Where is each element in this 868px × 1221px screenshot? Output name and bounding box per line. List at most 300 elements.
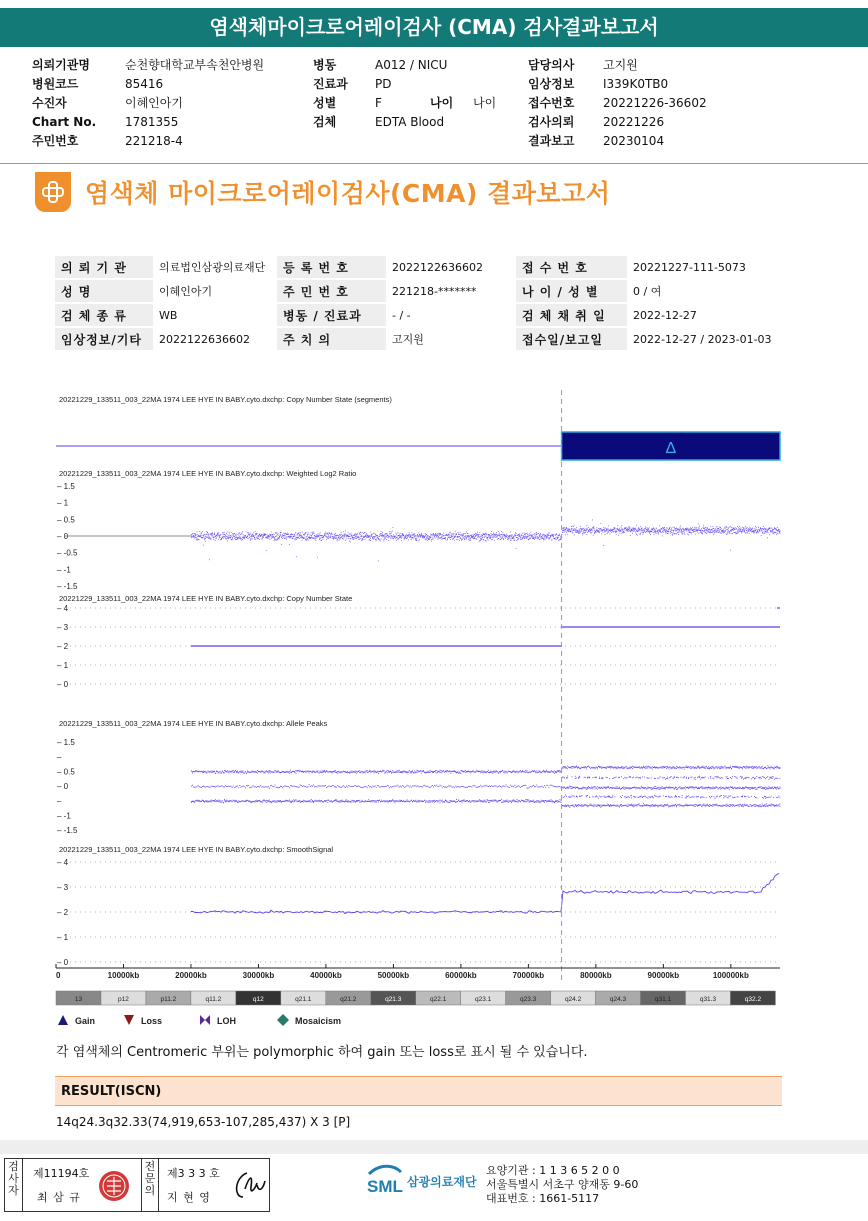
log2-point xyxy=(242,539,243,540)
log2-point xyxy=(740,529,741,530)
allele-point xyxy=(654,786,655,787)
allele-point xyxy=(447,770,448,771)
log2-point xyxy=(395,533,396,534)
log2-point xyxy=(557,537,558,538)
allele-point xyxy=(344,771,345,772)
log2-point xyxy=(673,532,674,533)
log2-point xyxy=(460,538,461,539)
allele-point xyxy=(620,796,621,797)
log2-point xyxy=(485,536,486,537)
allele-point xyxy=(404,787,405,788)
log2-point xyxy=(718,528,719,529)
log2-point xyxy=(295,540,296,541)
log2-point xyxy=(569,529,570,530)
allele-point xyxy=(320,801,321,802)
allele-point xyxy=(196,800,197,801)
allele-point xyxy=(612,805,613,806)
log2-point xyxy=(738,527,739,528)
log2-point xyxy=(230,535,231,536)
log2-point xyxy=(289,537,290,538)
log2-point xyxy=(606,529,607,530)
allele-point xyxy=(207,802,208,803)
allele-point xyxy=(484,785,485,786)
allele-point xyxy=(221,786,222,787)
allele-point xyxy=(602,788,603,789)
allele-point xyxy=(399,770,400,771)
log2-point xyxy=(516,537,517,538)
allele-point xyxy=(480,801,481,802)
log2-point xyxy=(306,540,307,541)
log2-point xyxy=(577,531,578,532)
allele-point xyxy=(319,772,320,773)
log2-point xyxy=(509,535,510,536)
log2-point xyxy=(676,534,677,535)
log2-point xyxy=(565,535,566,536)
allele-point xyxy=(282,771,283,772)
allele-point xyxy=(513,770,514,771)
allele-point xyxy=(563,797,564,798)
allele-point xyxy=(638,777,639,778)
log2-point xyxy=(653,527,654,528)
log2-point xyxy=(256,537,257,538)
log2-point xyxy=(710,530,711,531)
allele-point xyxy=(237,785,238,786)
allele-point xyxy=(639,767,640,768)
allele-point xyxy=(617,788,618,789)
log2-point xyxy=(202,537,203,538)
allele-point xyxy=(405,771,406,772)
log2-point xyxy=(393,536,394,537)
allele-point xyxy=(524,785,525,786)
log2-point xyxy=(584,533,585,534)
allele-point xyxy=(511,801,512,802)
log2-point xyxy=(430,534,431,535)
log2-points xyxy=(191,520,781,562)
log2-point xyxy=(551,534,552,535)
log2-point xyxy=(577,531,578,532)
allele-point xyxy=(327,802,328,803)
log2-point xyxy=(221,539,222,540)
log2-point xyxy=(410,536,411,537)
allele-point xyxy=(193,801,194,802)
log2-point xyxy=(542,538,543,539)
allele-point xyxy=(283,801,284,802)
allele-point xyxy=(493,800,494,801)
allele-point xyxy=(210,771,211,772)
allele-point xyxy=(206,773,207,774)
log2-point xyxy=(213,536,214,537)
log2-point xyxy=(384,539,385,540)
log2-point xyxy=(392,536,393,537)
log2-point xyxy=(463,535,464,536)
log2-point xyxy=(703,528,704,529)
log2-point xyxy=(418,536,419,537)
allele-point xyxy=(430,800,431,801)
log2-point xyxy=(511,540,512,541)
log2-point xyxy=(558,535,559,536)
allele-point xyxy=(243,772,244,773)
log2-point xyxy=(248,538,249,539)
allele-point xyxy=(391,800,392,801)
allele-point xyxy=(617,805,618,806)
allele-point xyxy=(486,801,487,802)
log2-point xyxy=(726,534,727,535)
log2-point xyxy=(612,531,613,532)
log2-point xyxy=(682,532,683,533)
log2-point xyxy=(219,537,220,538)
log2-point xyxy=(229,532,230,533)
allele-point xyxy=(393,772,394,773)
log2-point xyxy=(318,535,319,536)
log2-point xyxy=(687,531,688,532)
allele-point xyxy=(264,787,265,788)
log2-point xyxy=(246,537,247,538)
log2-point xyxy=(626,530,627,531)
allele-point xyxy=(445,771,446,772)
allele-point xyxy=(290,770,291,771)
cell-label: 등 록 번 호 xyxy=(277,256,386,278)
log2-point xyxy=(724,530,725,531)
log2-point xyxy=(585,530,586,531)
log2-point xyxy=(653,532,654,533)
log2-point xyxy=(502,538,503,539)
allele-point xyxy=(407,771,408,772)
log2-point xyxy=(221,538,222,539)
table-row xyxy=(55,256,778,278)
log2-point xyxy=(485,533,486,534)
allele-point xyxy=(342,772,343,773)
allele-point xyxy=(430,802,431,803)
log2-point xyxy=(705,532,706,533)
log2-point xyxy=(276,532,277,533)
log2-point xyxy=(586,534,587,535)
log2-point xyxy=(537,538,538,539)
allele-point xyxy=(583,788,584,789)
log2-point xyxy=(579,531,580,532)
allele-point xyxy=(473,785,474,786)
log2-point xyxy=(633,528,634,529)
log2-point xyxy=(528,539,529,540)
allele-point xyxy=(502,771,503,772)
allele-point xyxy=(610,766,611,767)
log2-point xyxy=(559,539,560,540)
log2-point xyxy=(740,528,741,529)
log2-point xyxy=(424,537,425,538)
allele-point xyxy=(323,771,324,772)
allele-point xyxy=(600,788,601,789)
allele-point xyxy=(587,766,588,767)
log2-point xyxy=(443,533,444,534)
allele-point xyxy=(641,766,642,767)
y-tick-label: – -0.5 xyxy=(57,548,78,558)
allele-point xyxy=(642,805,643,806)
allele-point xyxy=(499,800,500,801)
log2-point xyxy=(435,538,436,539)
allele-point xyxy=(213,786,214,787)
log2-point xyxy=(523,536,524,537)
log2-point xyxy=(328,536,329,537)
allele-point xyxy=(643,796,644,797)
hdr-key: 나이 xyxy=(430,96,454,110)
log2-point xyxy=(299,532,300,533)
allele-point xyxy=(566,796,567,797)
log2-point xyxy=(470,535,471,536)
hdr-val: F xyxy=(375,96,382,110)
report-title-bar xyxy=(35,172,610,212)
allele-point xyxy=(198,785,199,786)
log2-point xyxy=(598,528,599,529)
allele-point xyxy=(638,804,639,805)
log2-point xyxy=(383,535,384,536)
allele-point xyxy=(437,772,438,773)
allele-point xyxy=(523,800,524,801)
allele-point xyxy=(537,772,538,773)
log2-point xyxy=(388,535,389,536)
log2-point xyxy=(237,538,238,539)
log2-point xyxy=(582,529,583,530)
allele-point xyxy=(403,800,404,801)
allele-point xyxy=(608,796,609,797)
allele-point xyxy=(608,805,609,806)
log2-point xyxy=(458,539,459,540)
allele-point xyxy=(403,786,404,787)
log2-point xyxy=(510,535,511,536)
allele-point xyxy=(271,801,272,802)
y-tick-label: – 0 xyxy=(57,782,69,791)
log2-point xyxy=(255,535,256,536)
allele-point xyxy=(282,787,283,788)
log2-point xyxy=(638,527,639,528)
allele-point xyxy=(323,785,324,786)
log2-point xyxy=(698,527,699,528)
log2-point xyxy=(503,539,504,540)
allele-point xyxy=(548,787,549,788)
log2-point xyxy=(483,539,484,540)
log2-point xyxy=(734,532,735,533)
log2-point xyxy=(353,535,354,536)
log2-point xyxy=(250,539,251,540)
allele-point xyxy=(578,777,579,778)
allele-point xyxy=(607,804,608,805)
log2-point xyxy=(521,537,522,538)
allele-point xyxy=(269,801,270,802)
log2-point xyxy=(437,535,438,536)
allele-point xyxy=(387,770,388,771)
log2-point xyxy=(471,537,472,538)
log2-point xyxy=(256,534,257,535)
log2-point xyxy=(558,540,559,541)
allele-point xyxy=(270,802,271,803)
log2-point xyxy=(586,530,587,531)
log2-point xyxy=(208,535,209,536)
allele-point xyxy=(322,772,323,773)
log2-point xyxy=(323,537,324,538)
log2-point xyxy=(199,539,200,540)
allele-point xyxy=(454,800,455,801)
allele-point xyxy=(250,787,251,788)
log2-point xyxy=(383,539,384,540)
log2-point xyxy=(401,536,402,537)
log2-point xyxy=(439,534,440,535)
allele-point xyxy=(363,772,364,773)
allele-point xyxy=(324,785,325,786)
log2-point xyxy=(355,538,356,539)
log2-point xyxy=(680,528,681,529)
log2-point xyxy=(250,538,251,539)
allele-point xyxy=(227,786,228,787)
log2-point xyxy=(729,531,730,532)
log2-point xyxy=(302,532,303,533)
allele-point xyxy=(616,767,617,768)
allele-point xyxy=(432,785,433,786)
allele-point xyxy=(239,771,240,772)
allele-point xyxy=(367,801,368,802)
log2-point xyxy=(688,530,689,531)
log2-point xyxy=(736,533,737,534)
log2-point xyxy=(402,533,403,534)
log2-point xyxy=(737,526,738,527)
allele-point xyxy=(326,770,327,771)
log2-point xyxy=(197,531,198,532)
allele-point xyxy=(295,770,296,771)
log2-point xyxy=(242,537,243,538)
allele-point xyxy=(215,773,216,774)
allele-point xyxy=(488,802,489,803)
log2-point xyxy=(268,536,269,537)
log2-point xyxy=(509,535,510,536)
allele-point xyxy=(569,807,570,808)
log2-point xyxy=(560,539,561,540)
log2-point xyxy=(627,528,628,529)
log2-point xyxy=(438,537,439,538)
allele-point xyxy=(418,771,419,772)
log2-point xyxy=(227,536,228,537)
allele-point xyxy=(545,772,546,773)
allele-point xyxy=(367,787,368,788)
allele-point xyxy=(411,800,412,801)
allele-point xyxy=(552,801,553,802)
allele-point xyxy=(523,771,524,772)
log2-point xyxy=(590,530,591,531)
log2-point xyxy=(423,536,424,537)
log2-point xyxy=(267,538,268,539)
log2-point xyxy=(271,536,272,537)
log2-point xyxy=(232,535,233,536)
log2-point xyxy=(645,531,646,532)
log2-point xyxy=(644,529,645,530)
log2-point xyxy=(194,534,195,535)
log2-point xyxy=(220,534,221,535)
allele-point xyxy=(386,771,387,772)
allele-point xyxy=(641,796,642,797)
allele-point xyxy=(491,801,492,802)
allele-point xyxy=(652,769,653,770)
log2-point xyxy=(348,536,349,537)
allele-point xyxy=(449,786,450,787)
allele-point xyxy=(500,800,501,801)
allele-point xyxy=(565,806,566,807)
allele-point xyxy=(466,772,467,773)
allele-point xyxy=(391,772,392,773)
allele-point xyxy=(299,771,300,772)
allele-point xyxy=(264,800,265,801)
allele-point xyxy=(469,801,470,802)
allele-point xyxy=(640,796,641,797)
allele-point xyxy=(195,800,196,801)
log2-point xyxy=(209,537,210,538)
log2-point xyxy=(508,538,509,539)
allele-point xyxy=(193,771,194,772)
allele-point xyxy=(628,788,629,789)
log2-point xyxy=(681,530,682,531)
allele-point xyxy=(385,801,386,802)
log2-point xyxy=(418,533,419,534)
log2-point xyxy=(498,535,499,536)
hdr-key: Chart No. xyxy=(32,115,97,129)
allele-point xyxy=(367,770,368,771)
log2-point xyxy=(346,537,347,538)
allele-point xyxy=(237,801,238,802)
allele-point xyxy=(312,801,313,802)
allele-point xyxy=(509,800,510,801)
log2-point xyxy=(488,540,489,541)
allele-point xyxy=(399,800,400,801)
allele-point xyxy=(446,800,447,801)
log2-point xyxy=(446,535,447,536)
log2-point xyxy=(431,534,432,535)
log2-point xyxy=(491,537,492,538)
log2-point xyxy=(420,537,421,538)
log2-point xyxy=(708,529,709,530)
log2-point xyxy=(591,529,592,530)
allele-point xyxy=(474,772,475,773)
log2-point xyxy=(488,535,489,536)
log2-point xyxy=(454,536,455,537)
log2-point xyxy=(227,538,228,539)
allele-point xyxy=(470,786,471,787)
log2-point xyxy=(472,537,473,538)
allele-point xyxy=(313,785,314,786)
log2-point xyxy=(664,527,665,528)
log2-point xyxy=(289,544,290,545)
allele-point xyxy=(656,788,657,789)
hdr-key: 성별 xyxy=(313,96,337,110)
allele-point xyxy=(227,801,228,802)
log2-point xyxy=(356,534,357,535)
log2-point xyxy=(542,534,543,535)
log2-point xyxy=(285,538,286,539)
y-tick-label: – 1.5 xyxy=(57,482,75,491)
log2-point xyxy=(559,534,560,535)
log2-point xyxy=(639,529,640,530)
allele-point xyxy=(345,800,346,801)
allele-point xyxy=(588,788,589,789)
log2-point xyxy=(529,534,530,535)
log2-point xyxy=(564,530,565,531)
allele-point xyxy=(606,797,607,798)
log2-point xyxy=(601,530,602,531)
log2-point xyxy=(547,534,548,535)
allele-point xyxy=(339,772,340,773)
log2-point xyxy=(579,532,580,533)
log2-point xyxy=(342,538,343,539)
log2-point xyxy=(340,539,341,540)
log2-point xyxy=(327,538,328,539)
log2-point xyxy=(437,536,438,537)
log2-point xyxy=(253,536,254,537)
allele-point xyxy=(299,770,300,771)
allele-point xyxy=(572,768,573,769)
